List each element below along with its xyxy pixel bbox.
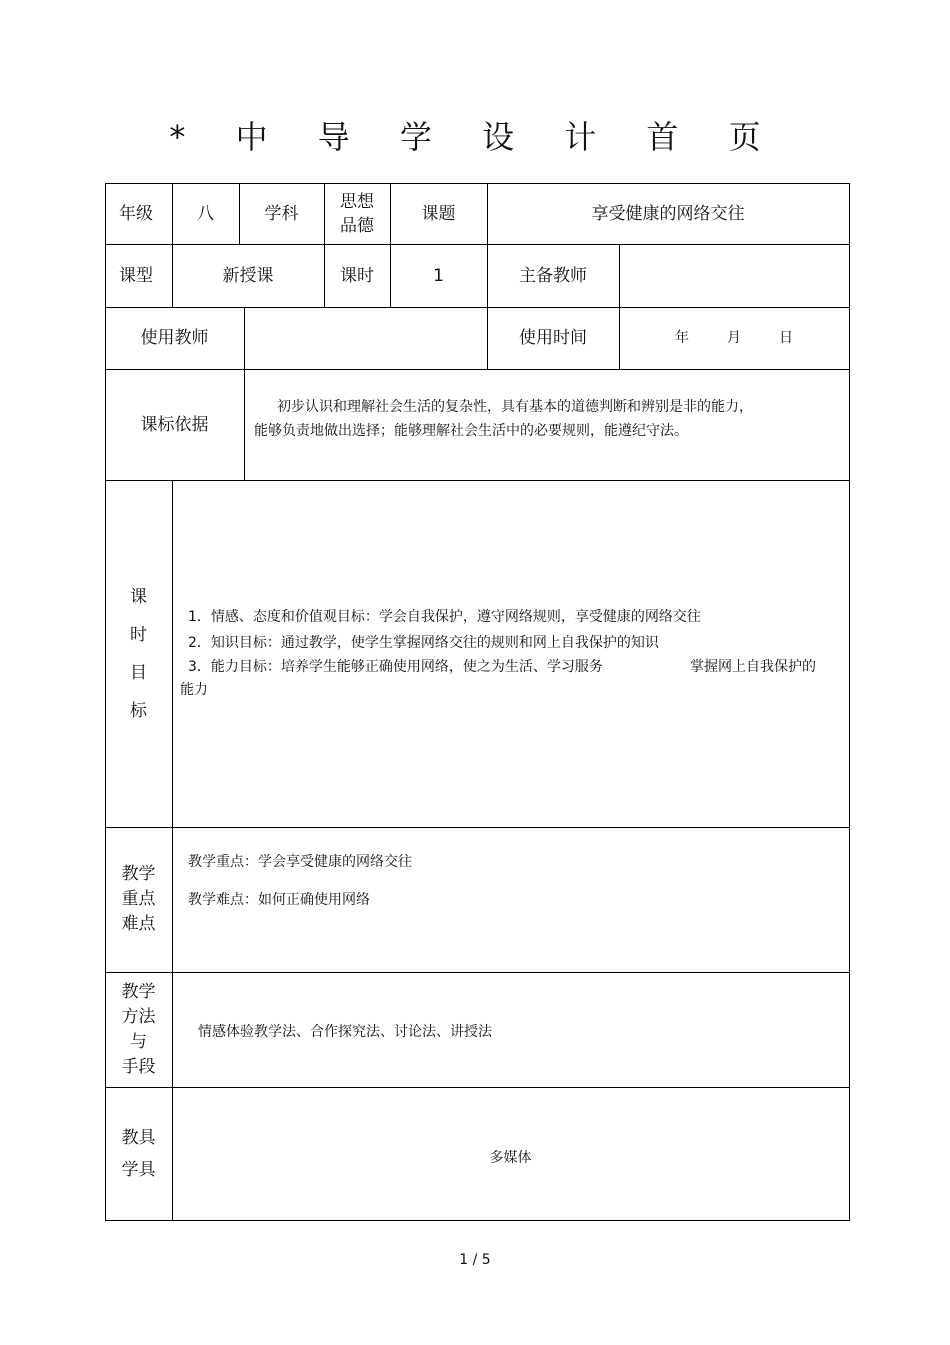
objectives-label-char: 课 [130,586,147,607]
grade-value[interactable]: 八 [197,203,214,224]
grade-label: 年级 [119,203,153,224]
user-teacher-label: 使用教师 [140,328,209,348]
objective-item-3: 3．能力目标：培养学生能够正确使用网络，使之为生活、学习服务 [188,659,603,675]
methods-text: 情感体验教学法、合作探究法、讨论法、讲授法 [198,1024,492,1040]
key-point-text: 教学重点：学会享受健康的网络交往 [188,854,412,870]
page-number: 1 / 5 [459,1252,491,1268]
tools-label-line: 教具 [121,1127,156,1148]
use-time-label: 使用时间 [519,328,587,348]
tools-value: 多媒体 [489,1149,532,1166]
subject-value-line-2: 品德 [340,215,374,236]
lesson-type-value[interactable]: 新授课 [222,265,274,286]
lesson-hours-value[interactable]: 1 [433,265,444,286]
difficulty-text: 教学难点：如何正确使用网络 [188,892,370,908]
objective-item-1: 1．情感、态度和价值观目标：学会自我保护，遵守网络规则，享受健康的网络交往 [188,609,701,625]
month-label: 月 [727,330,741,346]
objective-item-3-continued: 掌握网上自我保护的 [690,659,816,675]
objective-item-2: 2．知识目标：通过教学，使学生掌握网络交往的规则和网上自我保护的知识 [188,635,659,651]
basis-line-2: 能够负责地做出选择；能够理解社会生活中的必要规则，能遵纪守法。 [254,423,688,439]
objectives-label [105,480,172,827]
subject-label: 学科 [264,203,299,224]
methods-label-line: 教学 [121,981,156,1002]
topic-value[interactable]: 享受健康的网络交往 [591,203,745,224]
day-label: 日 [779,330,793,346]
use-time-value[interactable] [619,307,849,369]
focus-label [105,827,172,972]
lead-teacher-label: 主备教师 [519,265,587,286]
year-label: 年 [675,330,689,346]
page-title: * 中 导 学 设 计 首 页 [169,118,781,156]
subject-value-line-1: 思想 [340,191,374,212]
subject-value[interactable] [324,183,390,244]
lesson-type-label: 课型 [119,265,153,286]
focus-label-line: 难点 [121,914,156,934]
lead-teacher-value[interactable] [619,244,849,307]
basis-label: 课标依据 [140,414,209,435]
focus-label-line: 重点 [121,889,156,909]
objective-item-3-end: 能力 [180,682,208,698]
tools-label-line: 学具 [121,1159,156,1180]
methods-label-line: 与 [130,1031,147,1052]
lesson-hours-label: 课时 [340,265,374,286]
user-teacher-value[interactable] [244,307,487,369]
objectives-label-char: 目 [130,662,147,683]
focus-label-line: 教学 [121,864,156,884]
objectives-label-char: 时 [130,624,147,645]
methods-label [105,972,172,1087]
tools-label [105,1087,172,1220]
topic-label: 课题 [421,203,456,224]
basis-line-1: 初步认识和理解社会生活的复杂性，具有基本的道德判断和辨别是非的能力， [277,399,753,415]
methods-label-line: 手段 [121,1056,156,1077]
objectives-label-char: 标 [130,700,147,721]
methods-label-line: 方法 [121,1006,156,1027]
